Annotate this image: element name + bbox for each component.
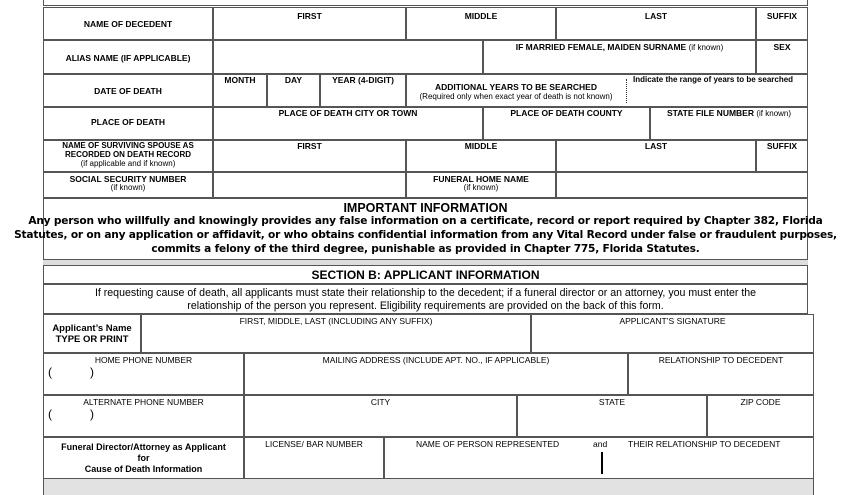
important-line-1: Any person who willfully and knowingly provides any false information on a certificate, record or report required by Chapter 382, Florida (28, 215, 823, 227)
range-note: Indicate the range of years to be searched (633, 75, 794, 84)
additional-years-label: ADDITIONAL YEARS TO BE SEARCHED (435, 82, 597, 92)
alt-phone-paren-open: ( (48, 407, 52, 421)
ssn-label-cell (43, 172, 213, 198)
place-city-field[interactable] (213, 107, 483, 140)
instruction-line-2: relationship of the person you represent. Eligibility requirements are provided on the back of this form. (187, 300, 664, 312)
decedent-first-name-field[interactable] (213, 7, 406, 40)
city-label: CITY (370, 397, 391, 407)
funeral-director-line-2: for (137, 453, 150, 463)
section-b-title: SECTION B: APPLICANT INFORMATION (311, 268, 540, 282)
section-a-title-bar (43, 0, 808, 6)
state-file-number-field[interactable] (650, 107, 808, 140)
applicant-name-label: Applicant’s Name (52, 323, 132, 334)
first-middle-last-label: FIRST, MIDDLE, LAST (INCLUDING ANY SUFFIX) (239, 316, 433, 326)
additional-years-field[interactable] (406, 74, 808, 107)
spouse-label-line2: RECORDED ON DEATH RECORD (64, 150, 192, 159)
section-b-title-bar (43, 265, 808, 284)
place-county-field[interactable] (483, 107, 650, 140)
sex-field[interactable] (756, 40, 808, 74)
place-of-death-label: PLACE OF DEATH (91, 117, 165, 127)
spouse-last-label: LAST (644, 141, 668, 151)
relationship-label: RELATIONSHIP TO DECEDENT (658, 355, 784, 365)
decedent-middle-name-field[interactable] (406, 7, 556, 40)
middle-label: MIDDLE (464, 11, 498, 21)
home-phone-paren-close: ) (90, 365, 94, 379)
alternate-phone-label: ALTERNATE PHONE NUMBER (83, 397, 204, 407)
funeral-director-line-1: Funeral Director/Attorney as Applicant (61, 442, 226, 452)
name-of-decedent-label: NAME OF DECEDENT (83, 19, 173, 29)
place-county-label: PLACE OF DEATH COUNTY (510, 108, 623, 118)
sex-label: SEX (773, 42, 791, 52)
spouse-middle-field[interactable] (406, 140, 556, 172)
mailing-address-field[interactable] (244, 353, 628, 395)
spouse-last-field[interactable] (556, 140, 756, 172)
section-a-title (44, 0, 807, 1)
state-field[interactable] (517, 395, 707, 437)
maiden-surname-field[interactable] (483, 40, 756, 74)
funeral-home-field[interactable] (556, 172, 808, 198)
spouse-suffix-label: SUFFIX (766, 141, 798, 151)
bottom-band (43, 479, 814, 495)
instruction-line-1: If requesting cause of death, all applicants must state their relationship to the decedent; if a funeral director or an attorney, you must enter the (94, 287, 757, 299)
month-label: MONTH (224, 75, 256, 85)
suffix-label: SUFFIX (766, 11, 798, 21)
alias-name-label: ALIAS NAME (IF APPLICABLE) (65, 53, 191, 63)
alt-phone-paren-close: ) (90, 407, 94, 421)
date-of-death-label-cell (43, 74, 213, 107)
funeral-home-label-cell (406, 172, 556, 198)
spouse-first-label: FIRST (297, 141, 322, 151)
first-label: FIRST (297, 11, 322, 21)
maiden-surname-label: IF MARRIED FEMALE, MAIDEN SURNAME (if known) (515, 42, 724, 52)
important-line-3: commits a felony of the third degree, punishable as provided in Chapter 775, Florida Statutes. (151, 243, 700, 255)
spouse-label-line3: (if applicable and if known) (80, 159, 176, 168)
spouse-label-line1: NAME OF SURVIVING SPOUSE AS (62, 141, 194, 150)
day-label: DAY (284, 75, 303, 85)
funeral-director-line-3: Cause of Death Information (84, 464, 203, 474)
last-label: LAST (644, 11, 668, 21)
signature-label: APPLICANT’S SIGNATURE (619, 316, 726, 326)
spouse-middle-label: MIDDLE (464, 141, 498, 151)
place-of-death-label-cell (43, 107, 213, 140)
their-relationship-label: THEIR RELATIONSHIP TO DECEDENT (628, 439, 781, 449)
year-field[interactable] (320, 74, 406, 107)
home-phone-label: HOME PHONE NUMBER (94, 355, 193, 365)
date-of-death-label: DATE OF DEATH (94, 86, 162, 96)
license-bar-number-field[interactable] (244, 437, 384, 479)
section-b-instructions (43, 284, 808, 314)
and-label: and (593, 439, 608, 449)
state-label: STATE (598, 397, 626, 407)
spouse-suffix-field[interactable] (756, 140, 808, 172)
decedent-suffix-field[interactable] (756, 7, 808, 40)
day-field[interactable] (267, 74, 320, 107)
city-field[interactable] (244, 395, 517, 437)
applicant-name-label-cell (43, 314, 141, 353)
person-represented-label: NAME OF PERSON REPRESENTED (416, 439, 560, 449)
zip-code-field[interactable] (707, 395, 814, 437)
applicant-signature-field[interactable] (531, 314, 814, 353)
mailing-address-label: MAILING ADDRESS (INCLUDE APT. NO., IF APPLICABLE) (322, 355, 550, 365)
important-line-2: Statutes, or on any application or affidavit, or who obtains confidential information from any Vital Record under false or fraudulent purposes, (14, 229, 837, 241)
funeral-home-label: FUNERAL HOME NAME (433, 174, 529, 184)
funeral-home-sub: (if known) (463, 183, 499, 192)
important-information-box (14, 198, 837, 260)
alias-name-field[interactable] (213, 40, 483, 74)
month-field[interactable] (213, 74, 267, 107)
state-file-number-label: STATE FILE NUMBER (if known) (666, 108, 792, 118)
decedent-name-label-cell (43, 7, 213, 40)
ssn-sub: (if known) (110, 183, 146, 192)
alias-label-cell (43, 40, 213, 74)
important-title: IMPORTANT INFORMATION (343, 201, 508, 215)
spouse-first-field[interactable] (213, 140, 406, 172)
place-city-label: PLACE OF DEATH CITY OR TOWN (278, 108, 418, 118)
applicant-type-or-print: TYPE OR PRINT (55, 334, 129, 345)
relationship-field[interactable] (628, 353, 814, 395)
relationship-divider (601, 452, 603, 474)
additional-years-note: (Required only when exact year of death is not known) (419, 92, 613, 101)
zip-code-label: ZIP CODE (740, 397, 781, 407)
dotted-separator (626, 79, 627, 103)
alternate-phone-field[interactable] (43, 395, 244, 437)
license-bar-number-label: LICENSE/ BAR NUMBER (265, 439, 363, 449)
spouse-label-cell (43, 140, 213, 172)
ssn-label: SOCIAL SECURITY NUMBER (69, 174, 187, 184)
year-label: YEAR (4-DIGIT) (332, 75, 394, 85)
home-phone-field[interactable] (43, 353, 244, 395)
decedent-last-name-field[interactable] (556, 7, 756, 40)
ssn-field[interactable] (213, 172, 406, 198)
funeral-director-label-cell (43, 437, 244, 479)
applicant-name-field[interactable] (141, 314, 531, 353)
person-represented-field[interactable] (384, 437, 814, 479)
home-phone-paren-open: ( (48, 365, 52, 379)
